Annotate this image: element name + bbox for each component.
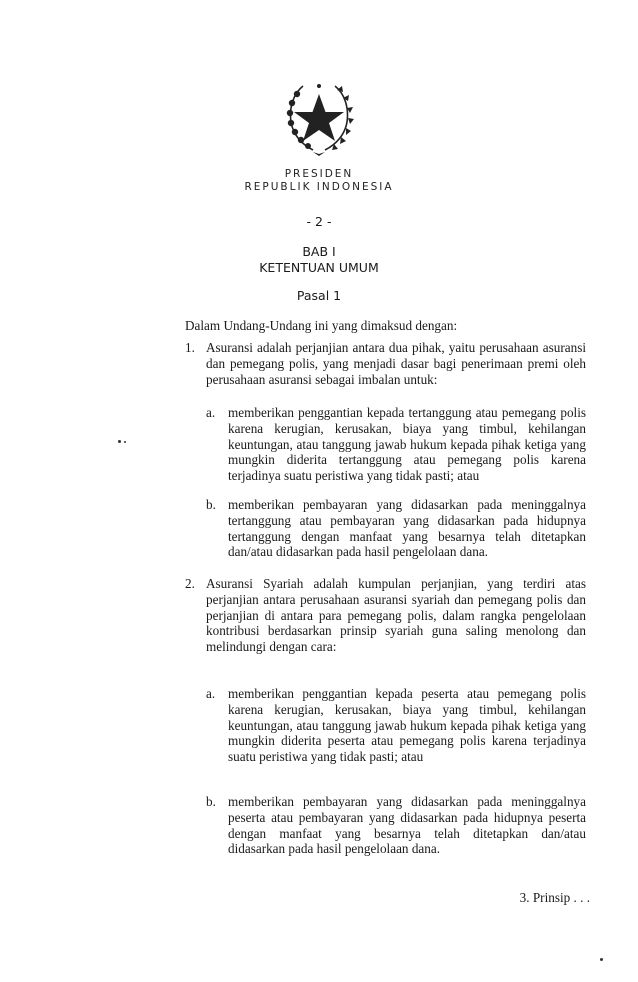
chapter-number: BAB I <box>302 244 336 259</box>
scan-speck <box>118 440 121 443</box>
sub-item-text: memberikan pembayaran yang didasarkan pada meninggalnya peserta atau pembayaran yang didasarkan pada hidupnya peserta dengan manfaat yang besarnya telah ditetapkan dan/atau didasarkan pada hasil pengelolaan dana. <box>228 794 586 857</box>
sub-item-text: memberikan penggantian kepada tertanggung atau pemegang polis karena kerugian, kerusakan, biaya yang timbul, kehilangan keuntungan, atau tanggung jawab hukum kepada pihak ketiga yang mungkin diderita tertanggung atau pemegang polis karena terjadinya suatu peristiwa yang tidak pasti; atau <box>228 405 586 484</box>
item-text: Asuransi adalah perjanjian antara dua pihak, yaitu perusahaan asuransi dan pemegang polis, yang menjadi dasar bagi penerimaan premi oleh perusahaan asuransi sebagai imbalan untuk: <box>206 340 586 387</box>
scan-speck <box>600 958 603 961</box>
sub-item-label: a. <box>206 405 216 420</box>
sub-item-label: b. <box>206 497 216 512</box>
article-title: Pasal 1 <box>296 288 342 303</box>
scan-speck <box>124 441 126 443</box>
intro-text: Dalam Undang-Undang ini yang dimaksud dengan: <box>185 318 458 333</box>
chapter-title: KETENTUAN UMUM <box>259 260 379 275</box>
page-number: - 2 - <box>306 214 332 229</box>
sub-item-text: memberikan penggantian kepada peserta atau pemegang polis karena kerugian, kerusakan, biaya yang timbul, kehilangan keuntungan, atau tanggung jawab hukum kepada pihak ketiga yang mungkin diderita peserta atau pemegang polis karena terjadinya suatu peristiwa yang tidak pasti; atau <box>228 686 586 765</box>
continuation-marker: 3. Prinsip . . . <box>519 890 590 905</box>
sub-item-label: b. <box>206 794 216 809</box>
item-number: 2. <box>185 576 195 591</box>
header-presiden: PRESIDEN <box>284 168 354 180</box>
sub-item-label: a. <box>206 686 216 701</box>
state-emblem-icon <box>273 72 365 164</box>
item-text: Asuransi Syariah adalah kumpulan perjanjian, yang terdiri atas perjanjian antara perusahaan asuransi syariah dan pemegang polis dan perjanjian di antara para pemegang polis, dalam rangka pengelolaan kontribusi berdasarkan prinsip syariah guna saling menolong dan melindungi dengan cara: <box>206 576 586 655</box>
header-republik: REPUBLIK INDONESIA <box>244 181 394 193</box>
item-number: 1. <box>185 340 195 355</box>
sub-item-text: memberikan pembayaran yang didasarkan pada meninggalnya tertanggung atau pembayaran yang didasarkan pada hidupnya tertanggung dengan manfaat yang besarnya telah ditetapkan dan/atau didasarkan pada hasil pengelolaan dana. <box>228 497 586 560</box>
